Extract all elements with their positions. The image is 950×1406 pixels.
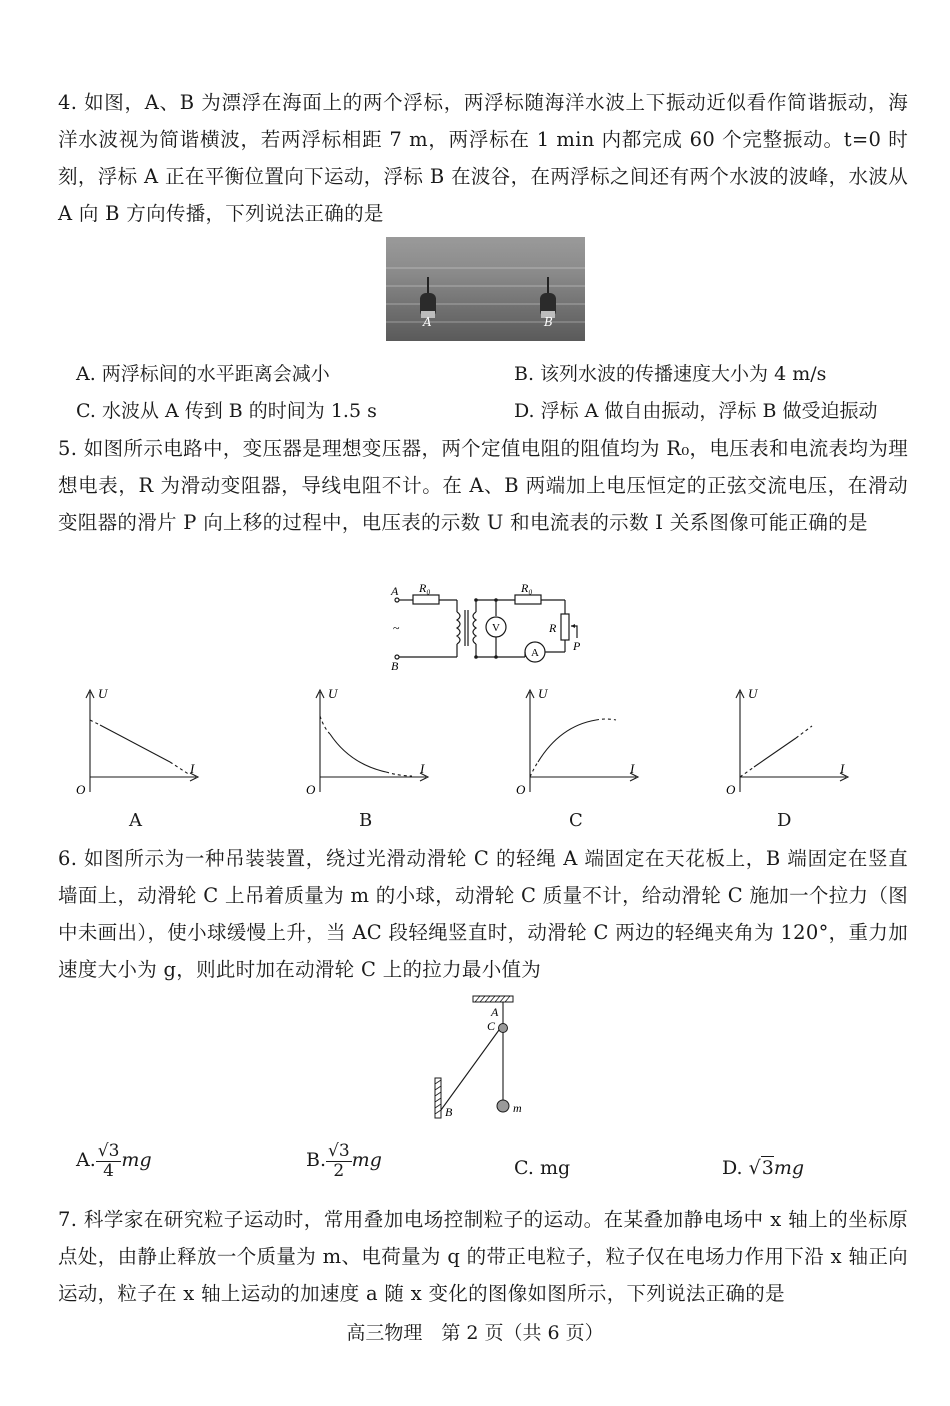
q4-option-b: B. 该列水波的传播速度大小为 4 m/s [514,363,827,385]
voltmeter-label: V [492,622,500,634]
buoy-a-label: A [423,315,432,329]
graph-a-caption: A [129,810,142,831]
graph-c-origin: O [516,782,526,797]
graph-a [70,682,200,800]
page-footer: 高三物理 第 2 页（共 6 页） [346,1322,604,1344]
q4-option-a: A. 两浮标间的水平距离会减小 [76,363,330,385]
q6-option-b-suffix: mg [351,1149,382,1172]
graph-b-caption: B [359,810,373,831]
buoys-drawing [386,237,585,341]
slider-label: P [573,639,581,653]
graph-a-i-label: I [190,761,195,776]
point-a-label: A [491,1005,499,1019]
pulley-c-label: C [487,1019,496,1033]
graph-d-origin: O [726,782,736,797]
q4-option-c: C. 水波从 A 传到 B 的时间为 1.5 s [76,400,377,422]
graph-c-i-label: I [630,761,635,776]
q4-option-d: D. 浮标 A 做自由振动，浮标 B 做受迫振动 [514,400,878,422]
graph-c-u-label: U [538,686,548,701]
ammeter-label: A [531,647,539,659]
point-b-label: B [445,1105,453,1119]
circuit-label-r0-left: R₀ [419,581,431,595]
graph-b-u-label: U [328,686,338,701]
q6-option-d-root: 3 [761,1157,774,1179]
question-6-text: 6. 如图所示为一种吊装装置，绕过光滑动滑轮 C 的轻绳 A 端固定在天花板上，B 端固定在竖直墙面上，动滑轮 C 上吊着质量为 m 的小球，动滑轮 C 质量不计，给动滑轮 C 施加一个拉力（图中未画出），使小球缓慢上升，当 AC 段轻绳竖直时，动滑轮 C 两边的轻绳夹角为 120°，重力加速度大小为 g，则此时加在动滑轮 C 上的拉力最小值为 [58,847,908,981]
q6-option-b-numerator: √3 [328,1141,350,1161]
question-4-text: 4. 如图，A、B 为漂浮在海面上的两个浮标，两浮标随海洋水波上下振动近似看作简谐振动，海洋水波视为简谐横波，若两浮标相距 7 m，两浮标在 1 min 内都完成 60 个完整振动。t=0 时刻，浮标 A 正在平衡位置向下运动，浮标 B 在波谷，在两浮标之间还有两个水波的波峰，水波从 A 向 B 方向传播，下列说法正确的是 [58,91,908,225]
transformer-circuit [385,580,605,672]
buoy-b-label: B [544,315,553,329]
graph-d-caption: D [777,810,792,831]
graph-a-origin: O [76,782,86,797]
graph-c [510,682,640,800]
buoy-photo [386,237,585,341]
graph-b-origin: O [306,782,316,797]
graph-d-i-label: I [840,761,845,776]
graph-c-caption: C [569,810,583,831]
graph-d [720,682,850,800]
graph-d-u-label: U [748,686,758,701]
q6-option-a-denominator: 4 [103,1160,114,1181]
q6-option-a [76,1142,152,1180]
graph-a-u-label: U [98,686,108,701]
graph-b-i-label: I [420,761,425,776]
q6-option-a-numerator: √3 [97,1141,120,1161]
rheostat-label: R [549,621,557,635]
q6-option-d-suffix: mg [773,1157,805,1179]
q6-option-d-prefix: D. [722,1157,743,1179]
q6-option-b-prefix: B. [306,1149,327,1172]
question-7-text: 7. 科学家在研究粒子运动时，常用叠加电场控制粒子的运动。在某叠加静电场中 x 轴上的坐标原点处，由静止释放一个质量为 m、电荷量为 q 的带正电粒子，粒子仅在电场力作用下沿 x 轴正向运动，粒子在 x 轴上运动的加速度 a 随 x 变化的图像如图所示，下列说法正确的是 [58,1208,908,1305]
ac-source-symbol: ~ [393,621,400,635]
circuit-label-b: B [391,659,399,672]
q6-option-a-prefix: A. [76,1149,96,1172]
circuit-label-a: A [391,584,399,598]
q6-option-b-denominator: 2 [333,1160,345,1181]
graph-b [300,682,430,800]
question-5-text: 5. 如图所示电路中，变压器是理想变压器，两个定值电阻的阻值均为 R₀，电压表和电流表均为理想电表，R 为滑动变阻器，导线电阻不计。在 A、B 两端加上电压恒定的正弦交流电压，在滑动变阻器的滑片 P 向上移的过程中，电压表的示数 U 和电流表的示数 I 关系图像可能正确的是 [58,437,908,534]
q6-option-b [306,1142,382,1180]
q6-option-d: D. √3mg [722,1157,805,1179]
mass-label: m [513,1101,522,1115]
q6-option-a-suffix: mg [121,1149,152,1172]
pulley-diagram [425,990,545,1125]
q6-option-c: C. mg [514,1157,571,1179]
circuit-label-r0-right: R₀ [521,581,533,595]
